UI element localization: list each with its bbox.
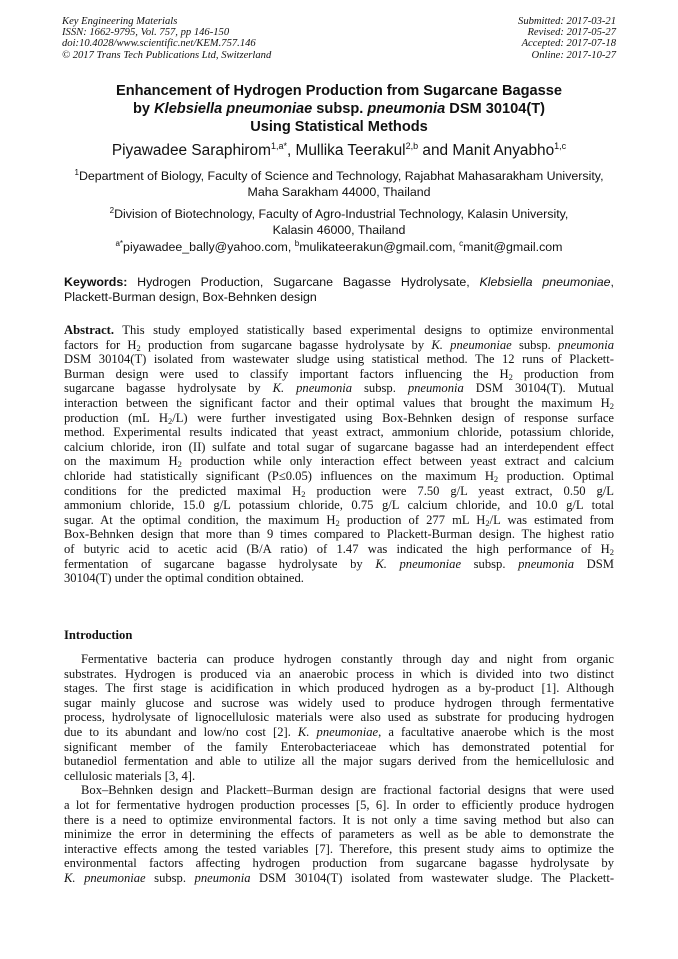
keywords: Keywords: Hydrogen Production, Sugarcane Bagasse Hydrolysate, Klebsiella pneumoniae, Plackett-Burman design, Box-Behnken design	[64, 275, 614, 305]
introduction-heading: Introduction	[64, 628, 133, 642]
abstract: Abstract. This study employed statistically based experimental designs to optimize environmental factors for $H_2$ production from sugarcane bagasse hydrolysate by K. pneumoniae subsp. pneumonia DSM 30104(T) isolated from wastewater sludge using statistical method. The 12 runs of Plackett- Burman design were used to classify important factors influencing the $H_2$ production from sugarcane bagasse hydrolysate by K. pneumonia subsp. pneumonia DSM 30104(T). Mutual interaction between the significant factor and their optimal values that brought the maximum $H_2$ production (mL $H_2/L$) were further investigated using Box-Behnken design of response surface method. Experimental results indicated that yeast extract, ammonium chloride, potassium chloride, calcium chloride, iron (II) sulfate and total sugar of sugarcane bagasse had an interdependent effect on the maximum $H_2$ production while only interaction effect between yeast extract and calcium chloride had statistically significant (P≤0.05) influences on the maximum $H_2$ production. Optimal conditions for the predicted maximal $H_2$ production were 7.50 g/L yeast extract, 0.50 g/L ammonium chloride, 15.0 g/L potassium chloride, 0.75 g/L calcium chloride, and 10.0 g/L total sugar. At the optimal condition, the maximum $H_2$ production of 277 mL $H_2/L$ was estimated from Box-Behnken design that more than 9 times compared to Plackett-Burman design. The highest ratio of butyric acid to acetic acid (B/A ratio) of 1.47 was indicated the high performance of $H_2$ fermentation of sugarcane bagasse hydrolysate by K. pneumoniae subsp. pneumonia DSM 30104(T) under the optimal condition obtained.	[64, 323, 615, 586]
date-accepted: Accepted: 2017-07-18	[521, 38, 616, 50]
date-online: Online: 2017-10-27	[531, 49, 616, 61]
email-a: piyawadee_bally@yahoo.com,	[123, 240, 295, 254]
author-2: Mullika Teerakul	[295, 142, 406, 159]
journal-name: Key Engineering Materials	[62, 16, 178, 27]
introduction-body: Fermentative bacteria can produce hydrogen constantly through day and night from organic substrates. Hydrogen is produced via an anaerobic process in which is divided into two distinct stages. The first stage is acidification in which produced hydrogen as a by-product [1]. Although sugar mainly glucose and sucrose was widely used to produce hydrogen through fermentative process, hydrolysate of lignocellulosic materials were also used as substrate for producing hydrogen due to its abundant and low/no cost [2]. K. pneumoniae, a facultative anaerobe which is the most significant member of the family Enterobacteriaceae which has demonstrated potential for butanediol fermentation and able to utilize all the major sugars derived from the hemicellulosic and cellulosic materials [3, 4]. Box–Behnken design and Plackett–Burman design are fractional factorial designs that were used a lot for fermentative hydrogen production processes [5, 6]. In order to efficiently produce hydrogen there is a need to optimize environmental factors. It is not only a time saving method but also can minimize the error in determining the effects of parameters as well as be able to demonstrate the interactive effects among the tested variables [7]. Therefore, this present study aims to optimize the environmental factors affecting hydrogen production from sugarcane bagasse hydrolysate by K. pneumoniae subsp. pneumonia DSM 30104(T) isolated from wastewater sludge. The Plackett-	[64, 652, 615, 885]
dates-header	[518, 16, 616, 61]
journal-issn: ISSN: 1662-9795, Vol. 757, pp 146-150	[62, 27, 230, 39]
affiliation-2: $^2$Division of Biotechnology, Faculty of Agro-Industrial Technology, Kalasin University, Kalasin 46000, Thailand	[109, 206, 569, 237]
title-line-1: Enhancement of Hydrogen Production from Sugarcane Bagasse	[115, 83, 562, 99]
author-1: Piyawadee Saraphirom	[111, 142, 271, 159]
journal-header	[62, 16, 271, 61]
keywords-label: Keywords:	[64, 275, 128, 289]
title-line-2: by Klebsiella pneumoniae subsp. pneumonia DSM 30104(T)	[133, 101, 545, 117]
author-3: Manit Anyabho	[452, 142, 555, 159]
affiliation-1: $^1$Department of Biology, Faculty of Science and Technology, Rajabhat Mahasarakham University, Maha Sarakham 44000, Thailand	[74, 168, 604, 199]
journal-copyright: © 2017 Trans Tech Publications Ltd, Switzerland	[62, 49, 272, 61]
email-b: mulikateerakun@gmail.com,	[299, 240, 460, 254]
abstract-label: Abstract.	[64, 323, 115, 337]
date-submitted: Submitted: 2017-03-21	[518, 16, 616, 27]
author-emails: $^{a*}$piyawadee_bally@yahoo.com, $^b$mulikateerakun@gmail.com, $^c$manit@gmail.com	[115, 239, 563, 254]
author-list: Piyawadee Saraphirom$^{1,a*}$, Mullika Teerakul$^{2,b}$ and Manit Anyabho$^{1,c}$	[111, 141, 567, 159]
date-revised: Revised: 2017-05-27	[527, 27, 616, 39]
journal-doi: doi:10.4028/www.scientific.net/KEM.757.146	[62, 38, 256, 50]
email-c: manit@gmail.com	[463, 240, 563, 254]
paper-title	[40, 82, 638, 136]
title-line-3: Using Statistical Methods	[250, 119, 428, 135]
